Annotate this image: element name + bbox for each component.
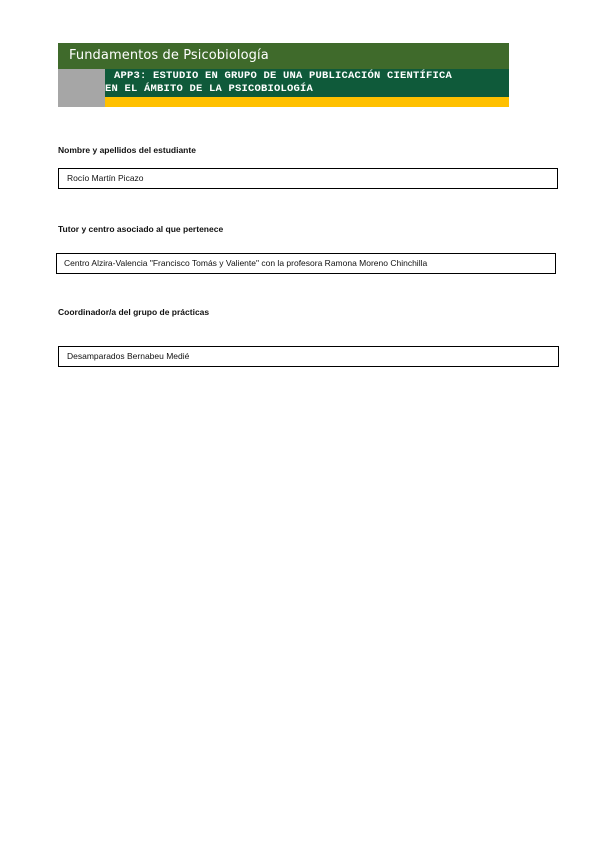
document-header [58,43,509,107]
tutor-center-field[interactable]: Centro Alzira-Valencia "Francisco Tomás y Valiente" con la profesora Ramona Moreno Chinchilla [56,253,556,274]
header-accent-stripe [105,97,509,107]
activity-title [105,69,509,97]
coordinator-label: Coordinador/a del grupo de prácticas [58,307,210,317]
coordinator-field[interactable]: Desamparados Bernabeu Medié [58,346,559,367]
course-title: Fundamentos de Psicobiología [58,43,509,69]
student-name-label: Nombre y apellidos del estudiante [58,145,196,155]
header-side-block [58,69,105,107]
activity-title-line-1: APP3: ESTUDIO EN GRUPO DE UNA PUBLICACIÓN CIENTÍFICA [114,70,453,82]
tutor-center-label: Tutor y centro asociado al que pertenece [58,224,224,234]
activity-title-line-2: EN EL ÁMBITO DE LA PSICOBIOLOGÍA [105,83,314,95]
student-name-field[interactable]: Rocío Martín Picazo [58,168,558,189]
